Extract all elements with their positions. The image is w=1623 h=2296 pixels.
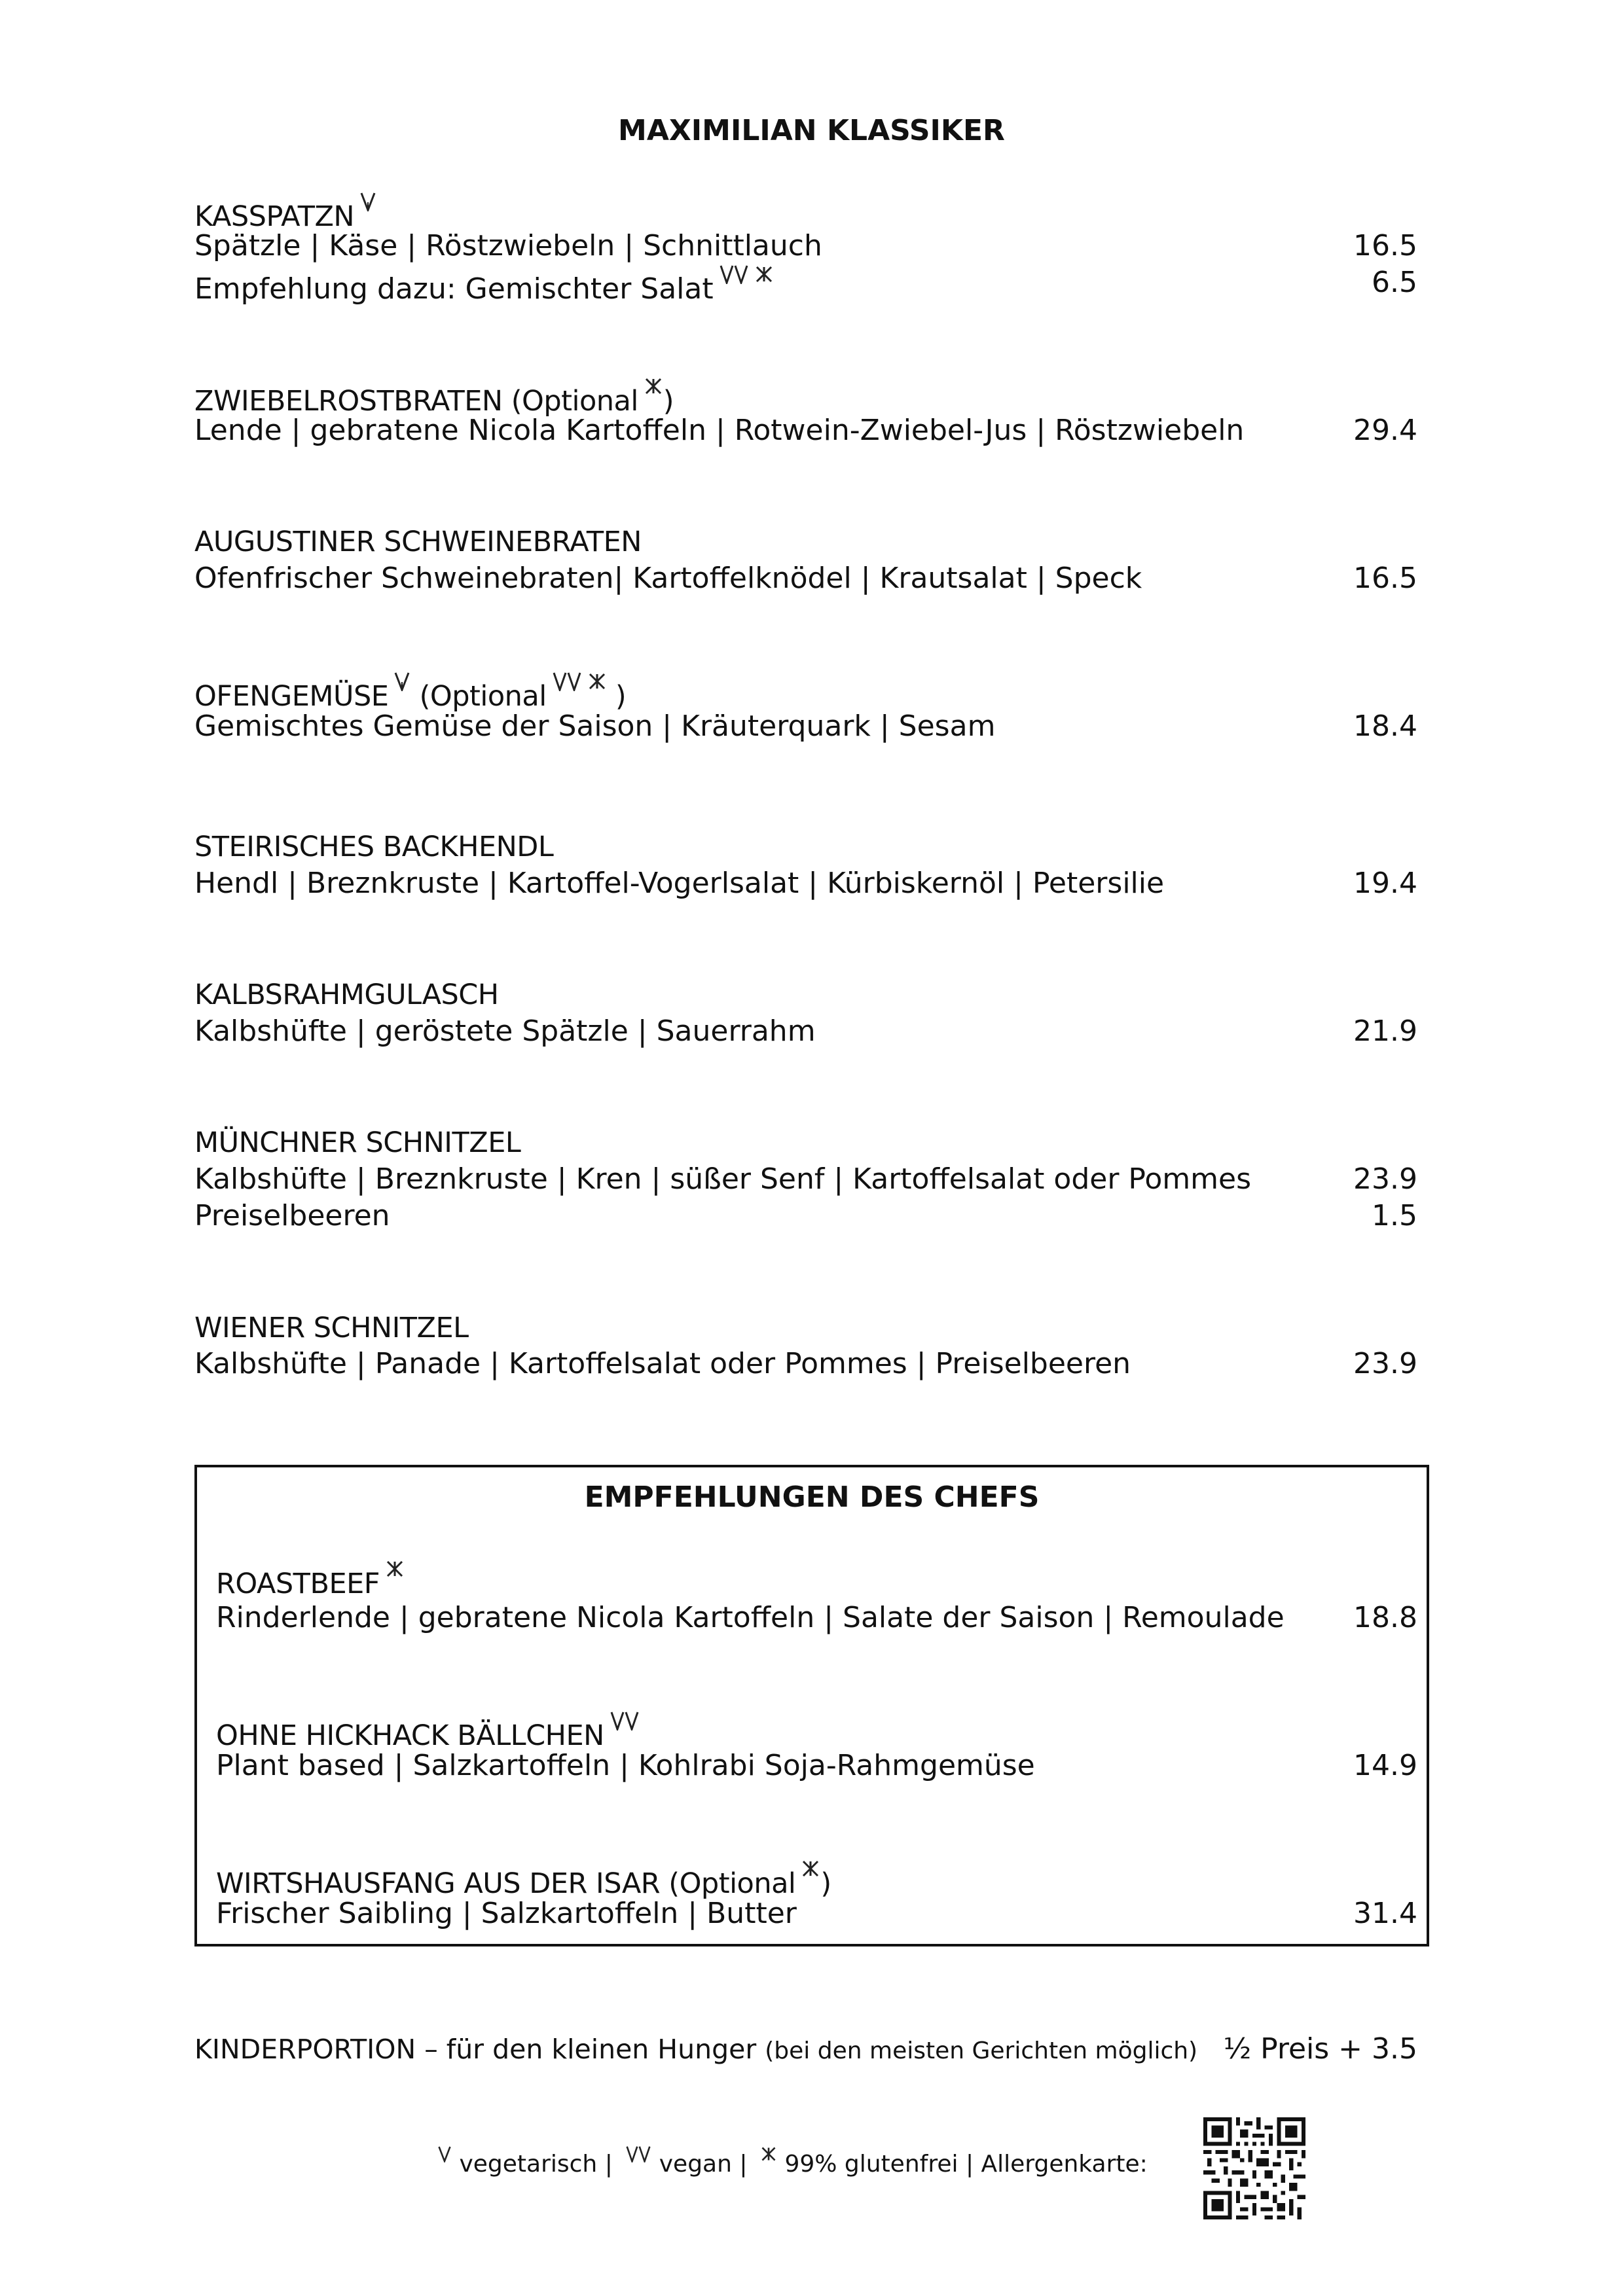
dish-name: STEIRISCHES BACKHENDL — [194, 831, 554, 863]
kids-portion-price: ½ Preis + 3.5 — [1223, 2032, 1417, 2066]
dish-price: 23.9 — [1353, 1162, 1417, 1196]
dish-price: 19.4 — [1353, 867, 1417, 900]
vegan-icon — [719, 264, 749, 301]
dish-description: Hendl | Breznkruste | Kartoffel-Vogerlsalat | Kürbiskernöl | Petersilie — [194, 867, 1165, 900]
dish-price: 16.5 — [1353, 562, 1417, 595]
dish-description: Kalbshüfte | geröstete Spätzle | Sauerrahm — [194, 1014, 816, 1048]
glutenfree-icon — [760, 2145, 777, 2176]
vegan-icon — [552, 672, 582, 708]
kids-portion-line: KINDERPORTION – für den kleinen Hunger (bei den meisten Gerichten möglich) — [194, 2034, 1198, 2065]
chef-dish-name: ROASTBEEF — [216, 1559, 405, 1602]
dish-price: 18.4 — [1353, 709, 1417, 743]
dish-name: KALBSRAHMGULASCH — [194, 978, 499, 1011]
glutenfree-icon — [644, 376, 663, 413]
chef-dish-description: Frischer Saibling | Salzkartoffeln | Butter — [216, 1897, 797, 1930]
vegetarian-icon — [393, 672, 410, 708]
dish-price: 23.9 — [1353, 1347, 1417, 1380]
dish-price: 16.5 — [1353, 229, 1417, 262]
dish-name: AUGUSTINER SCHWEINEBRATEN — [194, 526, 642, 558]
chef-dish-price: 14.9 — [1353, 1749, 1417, 1782]
chef-dish-description: Rinderlende | gebratene Nicola Kartoffeln | Salate der Saison | Remoulade — [216, 1601, 1285, 1634]
dish-extra-price: 6.5 — [1372, 266, 1417, 299]
vegetarian-icon — [437, 2145, 452, 2176]
dish-description: Kalbshüfte | Breznkruste | Kren | süßer Senf | Kartoffelsalat oder Pommes — [194, 1162, 1251, 1196]
section-title: MAXIMILIAN KLASSIKER — [618, 114, 1005, 147]
chef-dish-name: OHNE HICKHACK BÄLLCHEN — [216, 1711, 640, 1754]
glutenfree-icon — [587, 672, 607, 708]
glutenfree-icon — [385, 1559, 405, 1596]
chef-dish-name: WIRTSHAUSFANG AUS DER ISAR (Optional ) — [216, 1859, 831, 1902]
vegetarian-icon — [359, 192, 376, 228]
dish-description: Lende | gebratene Nicola Kartoffeln | Rotwein-Zwiebel-Jus | Röstzwiebeln — [194, 414, 1245, 447]
chef-dish-price: 31.4 — [1353, 1897, 1417, 1930]
vegan-icon — [610, 1711, 640, 1748]
legend: vegetarisch | vegan | 99% glutenfrei | Allergenkarte: — [432, 2145, 1148, 2179]
dish-description: Spätzle | Käse | Röstzwiebeln | Schnittlauch — [194, 229, 822, 262]
dish-price: 29.4 — [1353, 414, 1417, 447]
dish-name: WIENER SCHNITZEL — [194, 1312, 469, 1344]
qr-code-icon[interactable] — [1203, 2117, 1305, 2219]
chef-dish-description: Plant based | Salzkartoffeln | Kohlrabi Soja-Rahmgemüse — [216, 1749, 1035, 1782]
dish-name: OFENGEMÜSE (Optional ) — [194, 672, 626, 715]
dish-extra: Preiselbeeren — [194, 1199, 390, 1232]
dish-name: MÜNCHNER SCHNITZEL — [194, 1126, 521, 1159]
chef-title: EMPFEHLUNGEN DES CHEFS — [584, 1480, 1040, 1514]
dish-description: Ofenfrischer Schweinebraten| Kartoffelknödel | Krautsalat | Speck — [194, 562, 1142, 595]
dish-name: ZWIEBELROSTBRATEN (Optional ) — [194, 376, 674, 420]
vegan-icon — [625, 2145, 651, 2176]
dish-extra-price: 1.5 — [1372, 1199, 1417, 1232]
dish-extra: Empfehlung dazu: Gemischter Salat — [194, 264, 774, 308]
glutenfree-icon — [754, 264, 774, 301]
dish-description: Gemischtes Gemüse der Saison | Kräuterquark | Sesam — [194, 709, 996, 743]
dish-description: Kalbshüfte | Panade | Kartoffelsalat oder Pommes | Preiselbeeren — [194, 1347, 1131, 1380]
chef-dish-price: 18.8 — [1353, 1601, 1417, 1634]
glutenfree-icon — [801, 1859, 820, 1895]
dish-name: KASSPATZN — [194, 192, 376, 235]
dish-price: 21.9 — [1353, 1014, 1417, 1048]
